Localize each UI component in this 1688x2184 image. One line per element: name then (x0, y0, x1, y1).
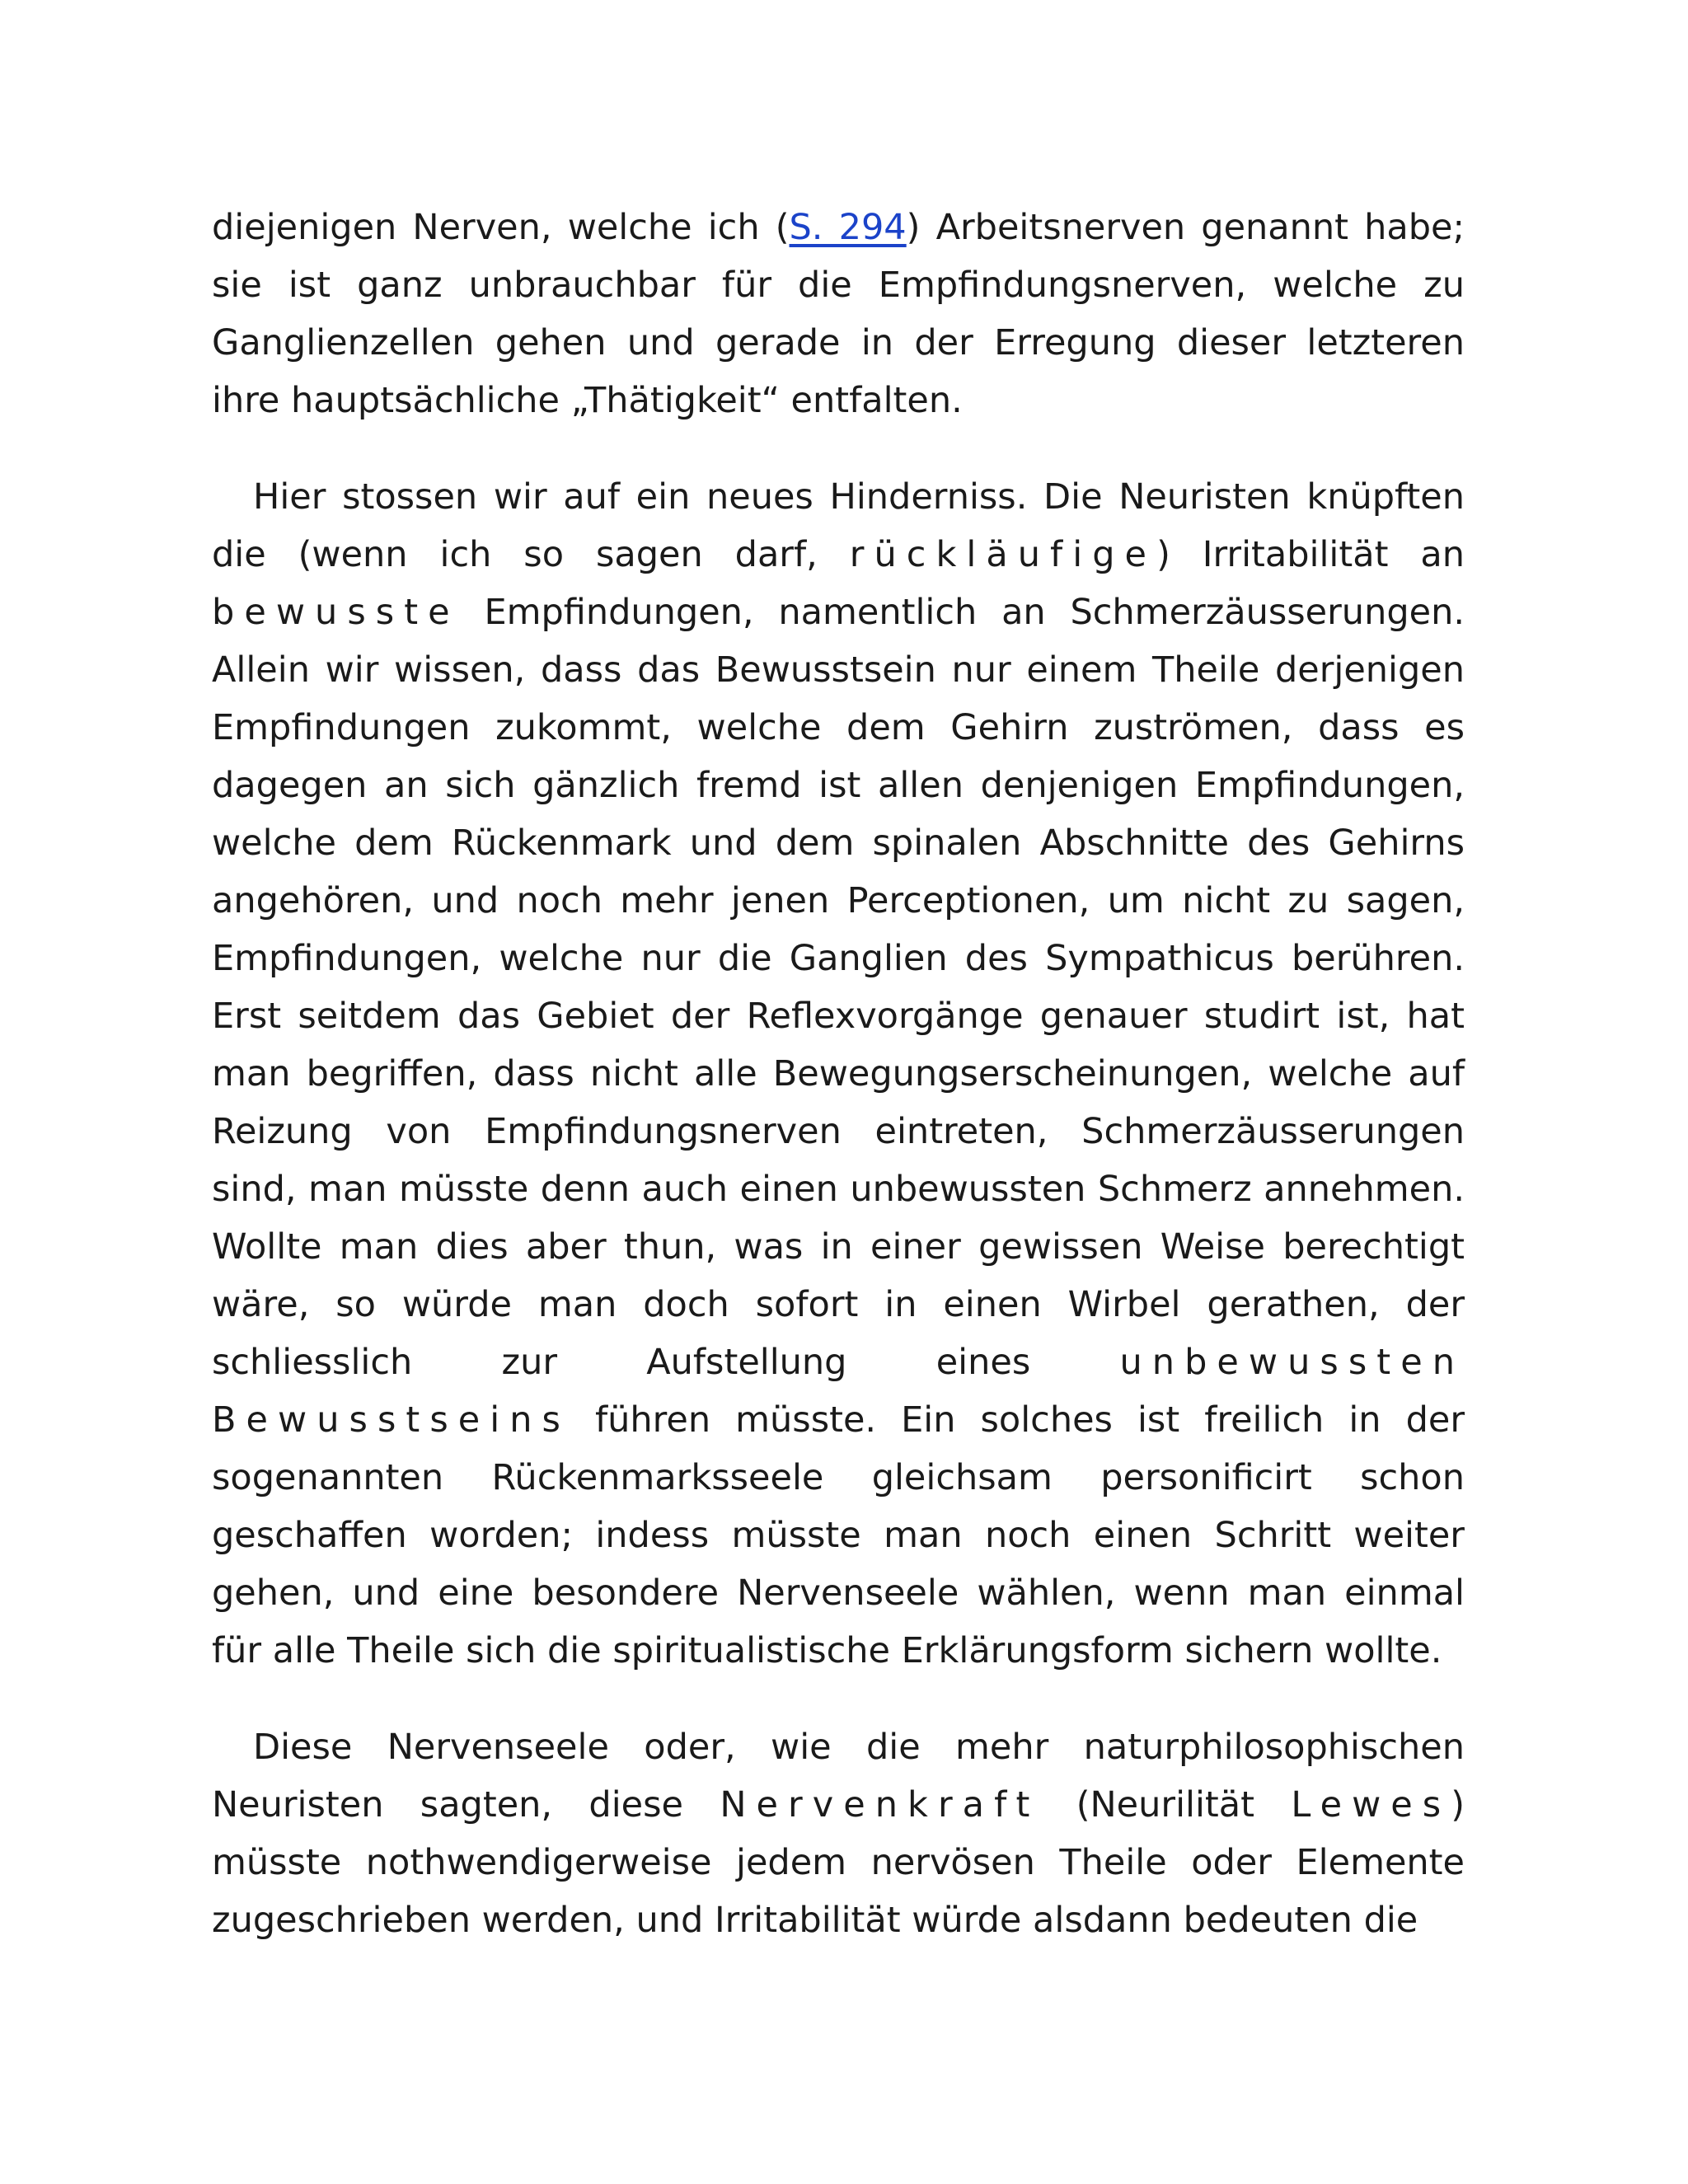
emphasis-nervenkraft: Nervenkraft (720, 1784, 1040, 1825)
paragraph-3 (212, 1718, 1465, 1949)
paragraph-2-text-d: führen müsste. Ein solches ist freilich in der sogenannten Rückenmarksseele gleichsam personificirt schon geschaffen worden; indess müsste man noch einen Schritt weiter gehen, und eine besondere Nervenseele wählen, wenn man einmal für alle Theile sich die spiritualistische Erklärungsform sichern wollte. (212, 1399, 1465, 1671)
page-reference-link[interactable]: S. 294 (789, 207, 907, 248)
paragraph-2-text-c: Empfindungen, namentlich an Schmerzäusserungen. Allein wir wissen, dass das Bewusstsein nur einem Theile derjenigen Empfindungen zukommt, welche dem Gehirn zuströmen, dass es dagegen an sich gänzlich fremd ist allen denjenigen Empfindungen, welche dem Rückenmark und dem spinalen Abschnitte des Gehirns angehören, und noch mehr jenen Perceptionen, um nicht zu sagen, Empfindungen, welche nur die Ganglien des Sympathicus berühren. Erst seitdem das Gebiet der Reflexvorgänge genauer studirt ist, hat man begriffen, dass nicht alle Bewegungserscheinungen, welche auf Reizung von Empfindungsnerven eintreten, Schmerzäusserungen sind, man müsste denn auch einen unbewussten Schmerz annehmen. Wollte man dies aber thun, was in einer gewissen Weise berechtigt wäre, so würde man doch sofort in einen Wirbel gerathen, der schliesslich zur Aufstellung eines (212, 592, 1465, 1383)
paragraph-2-text-b: ) Irritabilität an (1156, 534, 1465, 575)
paragraph-3-text-b: (Neurilität (1039, 1784, 1292, 1825)
emphasis-bewusste: bewusste (212, 592, 460, 633)
body-text (212, 199, 1465, 1949)
paragraph-3-text-c: ) müsste nothwendigerweise jedem nervösen Theile oder Elemente zugeschrieben werden, und Irritabilität würde alsdann bedeuten die (212, 1784, 1465, 1941)
paragraph-2-text-a: Hier stossen wir auf ein neues Hinderniss. Die Neuristen knüpften die (wenn ich so sagen darf, (212, 476, 1465, 575)
emphasis-rueckläufige: rückläufige (849, 534, 1157, 575)
paragraph-1 (212, 199, 1465, 429)
paragraph-2 (212, 468, 1465, 1680)
paragraph-3-text-a: Diese Nervenseele oder, wie die mehr naturphilosophischen Neuristen sagten, diese (212, 1727, 1465, 1825)
paragraph-1-text-a: diejenigen Nerven, welche ich ( (212, 207, 790, 248)
emphasis-lewes: Lewes (1291, 1784, 1451, 1825)
paragraph-1-text-b: ) Arbeitsnerven genannt habe; sie ist ganz unbrauchbar für die Empfindungsnerven, welche zu Ganglienzellen gehen und gerade in der Erregung dieser letzteren ihre hauptsächliche „Thätigkeit“ entfalten. (212, 207, 1465, 421)
emphasis-unbewussten-bewusstseins: unbewussten Bewusstseins (212, 1342, 1465, 1441)
